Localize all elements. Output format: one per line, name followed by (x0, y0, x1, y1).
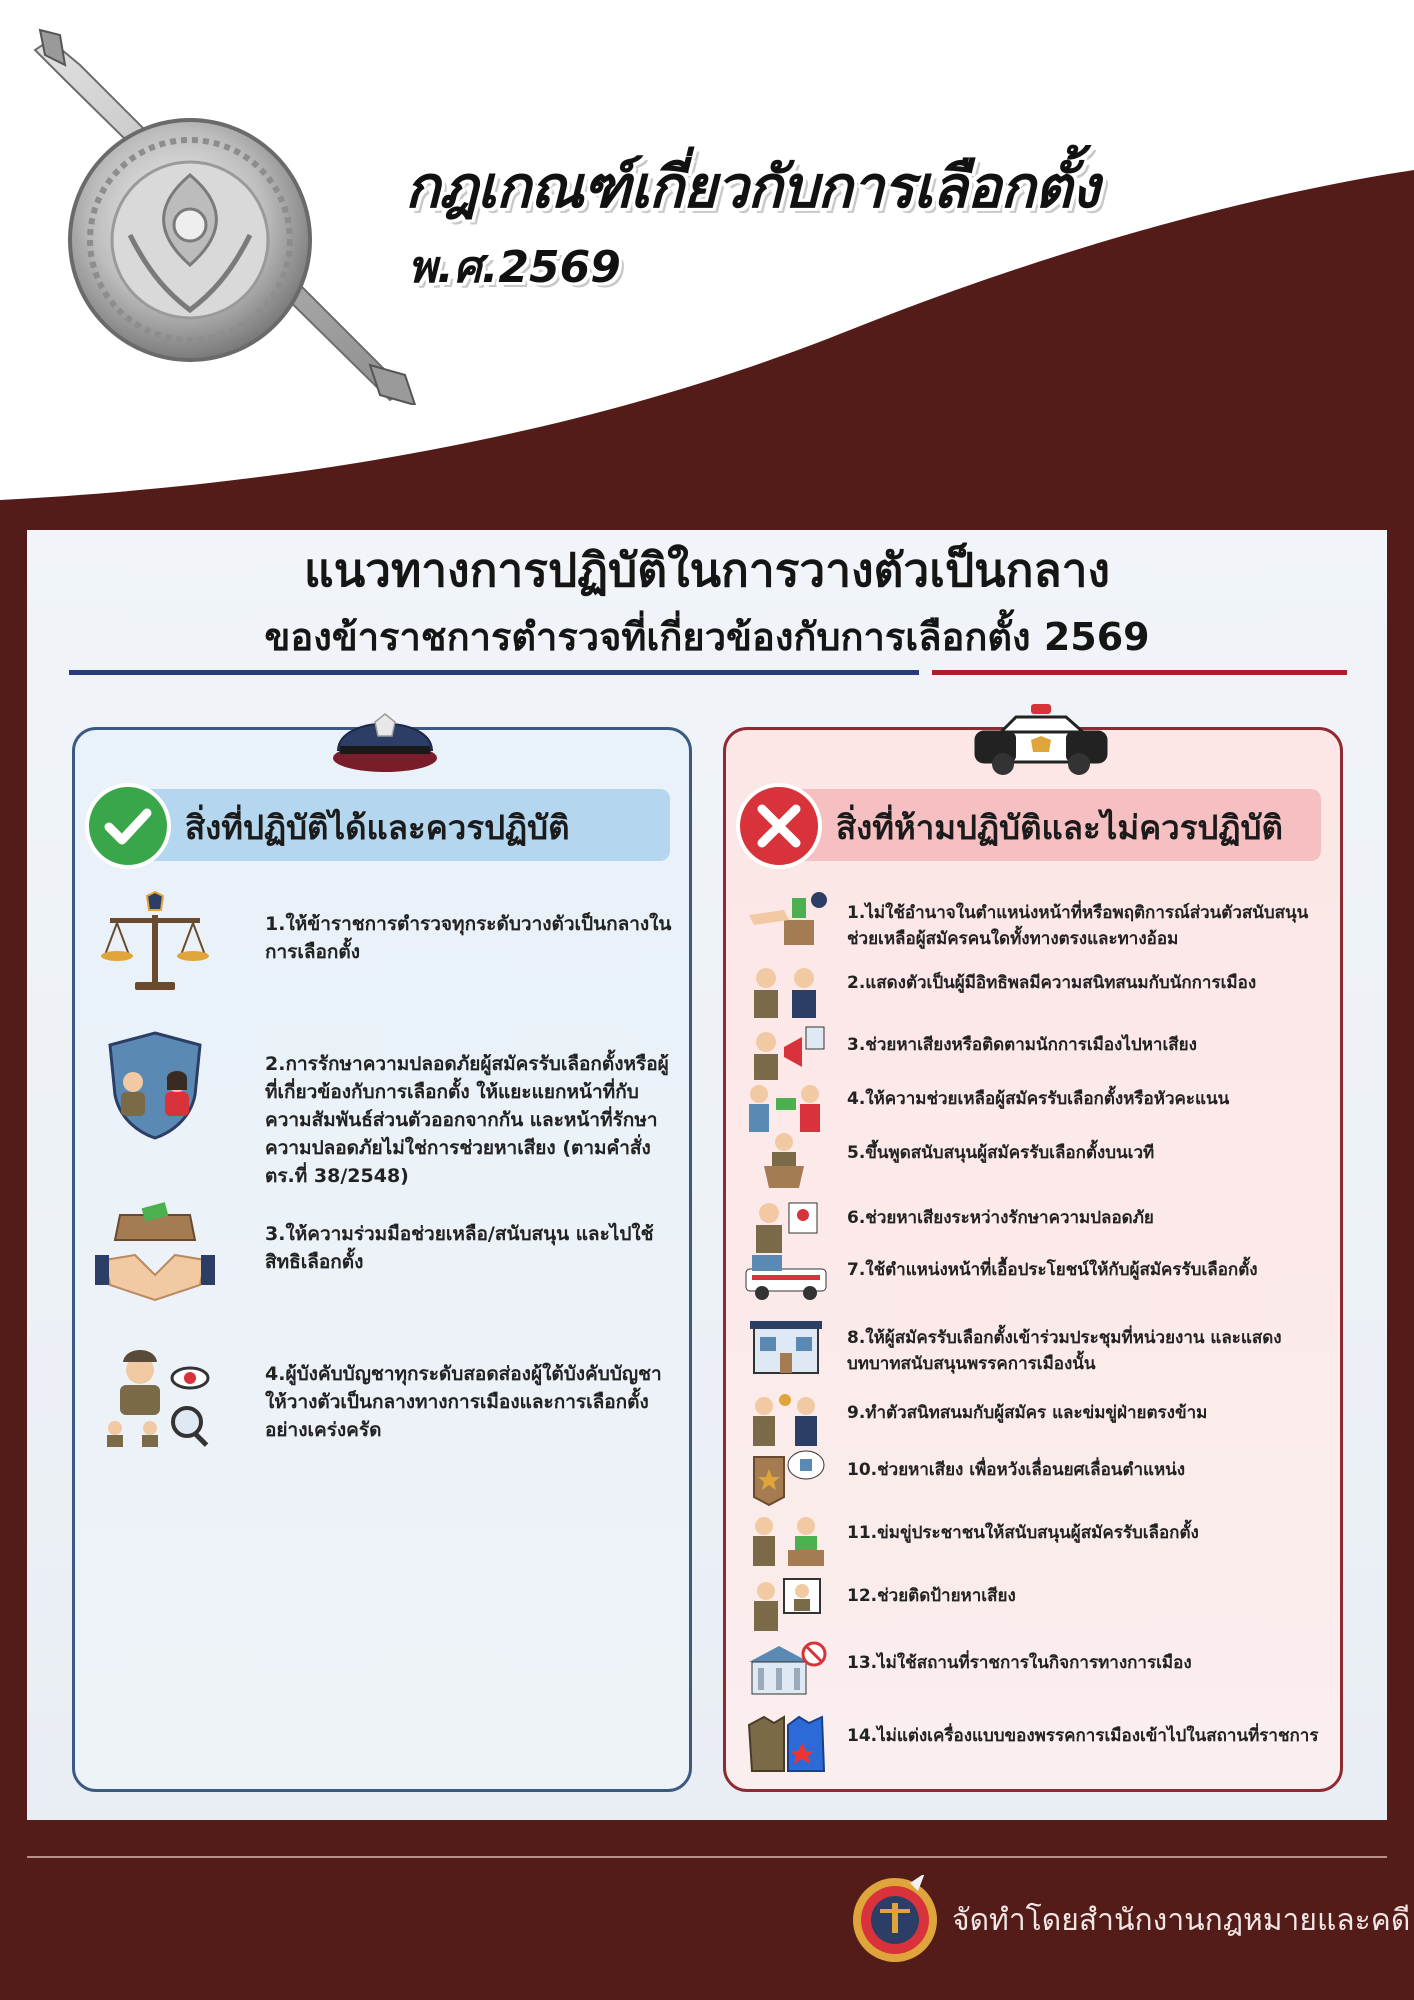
money-handover-icon (744, 1076, 828, 1136)
legal-office-logo-icon (850, 1875, 940, 1965)
police-station-icon (744, 1315, 828, 1375)
list-item (95, 1030, 675, 1200)
dont-item-5-text: 5.ขึ้นพูดสนับสนุนผู้สมัครรับเลือกตั้งบนเวที (847, 1143, 1155, 1163)
dont-header (736, 785, 1326, 865)
do-item-1-text: 1.ให้ข้าราชการตำรวจทุกระดับวางตัวเป็นกลางในการเลือกตั้ง (265, 913, 672, 963)
supervision-icon (95, 1340, 215, 1450)
campaign-sign-icon (744, 1195, 828, 1255)
dont-item-9-text: 9.ทำตัวสนิทสนมกับผู้สมัคร และข่มขู่ฝ่ายตรงข้าม (847, 1403, 1208, 1423)
handshake-icon (95, 1200, 215, 1310)
officer-politician-icon (744, 960, 828, 1020)
list-item (95, 890, 675, 1030)
footer-credit: จัดทำโดยสำนักงานกฎหมายและคดี (952, 1903, 1411, 1938)
dont-item-6-text: 6.ช่วยหาเสียงระหว่างรักษาความปลอดภัย (847, 1208, 1154, 1228)
dont-item-14-text: 14.ไม่แต่งเครื่องแบบของพรรคการเมืองเข้าไปในสถานที่ราชการ (847, 1726, 1319, 1746)
dont-column (723, 727, 1343, 1792)
dont-item-3-text: 3.ช่วยหาเสียงหรือติดตามนักการเมืองไปหาเสียง (847, 1035, 1197, 1055)
panel-heading: แนวทางการปฏิบัติในการวางตัวเป็นกลาง (304, 543, 1110, 597)
page-title: กฎเกณฑ์เกี่ยวกับการเลือกตั้ง (405, 153, 1099, 221)
do-item-3-text: 3.ให้ความร่วมมือช่วยเหลือ/สนับสนุน และไปใช้สิทธิเลือกตั้ง (265, 1223, 654, 1273)
guidelines-panel (27, 530, 1387, 1820)
ballot-box-icon (744, 890, 828, 950)
divider-red (932, 670, 1347, 675)
dont-item-4-text: 4.ให้ความช่วยเหลือผู้สมัครรับเลือกตั้งหรือหัวคะแนน (847, 1089, 1230, 1109)
high-five-icon (744, 1390, 828, 1450)
government-building-icon (744, 1640, 828, 1700)
police-emblem-icon (20, 25, 420, 405)
cross-icon (736, 783, 822, 869)
dont-header-label: สิ่งที่ห้ามปฏิบัติและไม่ควรปฏิบัติ (836, 808, 1283, 847)
megaphone-icon (744, 1022, 828, 1082)
footer-divider (27, 1856, 1387, 1858)
patrol-truck-icon (744, 1247, 828, 1307)
check-icon (85, 783, 171, 869)
dont-item-8-text: 8.ให้ผู้สมัครรับเลือกตั้งเข้าร่วมประชุมที่หน่วยงาน และแสดงบทบาทสนับสนุนพรรคการเมืองนั้น (847, 1328, 1282, 1374)
dont-item-11-text: 11.ข่มขู่ประชาชนให้สนับสนุนผู้สมัครรับเลือกตั้ง (847, 1523, 1199, 1543)
threaten-icon (744, 1510, 828, 1570)
list-item (95, 1200, 675, 1340)
scales-icon (95, 890, 215, 1000)
uniform-shirt-icon (744, 1713, 828, 1773)
rank-badge-icon (744, 1447, 828, 1507)
do-column (72, 727, 692, 1792)
dont-item-1-text: 1.ไม่ใช้อำนาจในตำแหน่งหน้าที่หรือพฤติการณ์ส่วนตัวสนับสนุนช่วยเหลือผู้สมัครคนใดทั้งทางตรงและทางอ้อม (847, 903, 1309, 949)
podium-icon (744, 1130, 828, 1190)
list-item (95, 1340, 675, 1480)
do-header (85, 785, 675, 865)
dont-item-10-text: 10.ช่วยหาเสียง เพื่อหวังเลื่อนยศเลื่อนตำแหน่ง (847, 1460, 1186, 1480)
panel-subheading: ของข้าราชการตำรวจที่เกี่ยวข้องกับการเลือกตั้ง 2569 (264, 615, 1150, 659)
do-item-4-text: 4.ผู้บังคับบัญชาทุกระดับสอดส่องผู้ใต้บังคับบัญชาให้วางตัวเป็นกลางทางการเมืองและการเลือกตั้งอย่างเคร่งครัด (265, 1363, 662, 1441)
divider-blue (69, 670, 919, 675)
police-hat-icon (330, 700, 440, 778)
dont-item-7-text: 7.ใช้ตำแหน่งหน้าที่เอื้อประโยชน์ให้กับผู้สมัครรับเลือกตั้ง (847, 1260, 1258, 1280)
do-header-label: สิ่งที่ปฏิบัติได้และควรปฏิบัติ (185, 808, 570, 847)
dont-item-2-text: 2.แสดงตัวเป็นผู้มีอิทธิพลมีความสนิทสนมกับนักการเมือง (847, 973, 1257, 993)
dont-item-12-text: 12.ช่วยติดป้ายหาเสียง (847, 1586, 1016, 1606)
police-car-icon (971, 702, 1111, 782)
page-title-year: พ.ศ.2569 (408, 242, 621, 293)
dont-item-13-text: 13.ไม่ใช้สถานที่ราชการในกิจการทางการเมือง (847, 1653, 1192, 1673)
do-item-2-text: 2.การรักษาความปลอดภัยผู้สมัครรับเลือกตั้งหรือผู้ที่เกี่ยวข้องกับการเลือกตั้ง ให้แยะแยกหน้าที่กับความสัมพันธ์ส่วนตัวออกจากกัน และหน้าที่รักษาความปลอดภัยไม่ใช่การช่วยหาเสียง (ตามคำสั่ง ตร.ที่ 38/2548) (265, 1053, 669, 1187)
poster-icon (744, 1573, 828, 1633)
do-list (95, 890, 675, 1480)
shield-icon (95, 1030, 215, 1140)
